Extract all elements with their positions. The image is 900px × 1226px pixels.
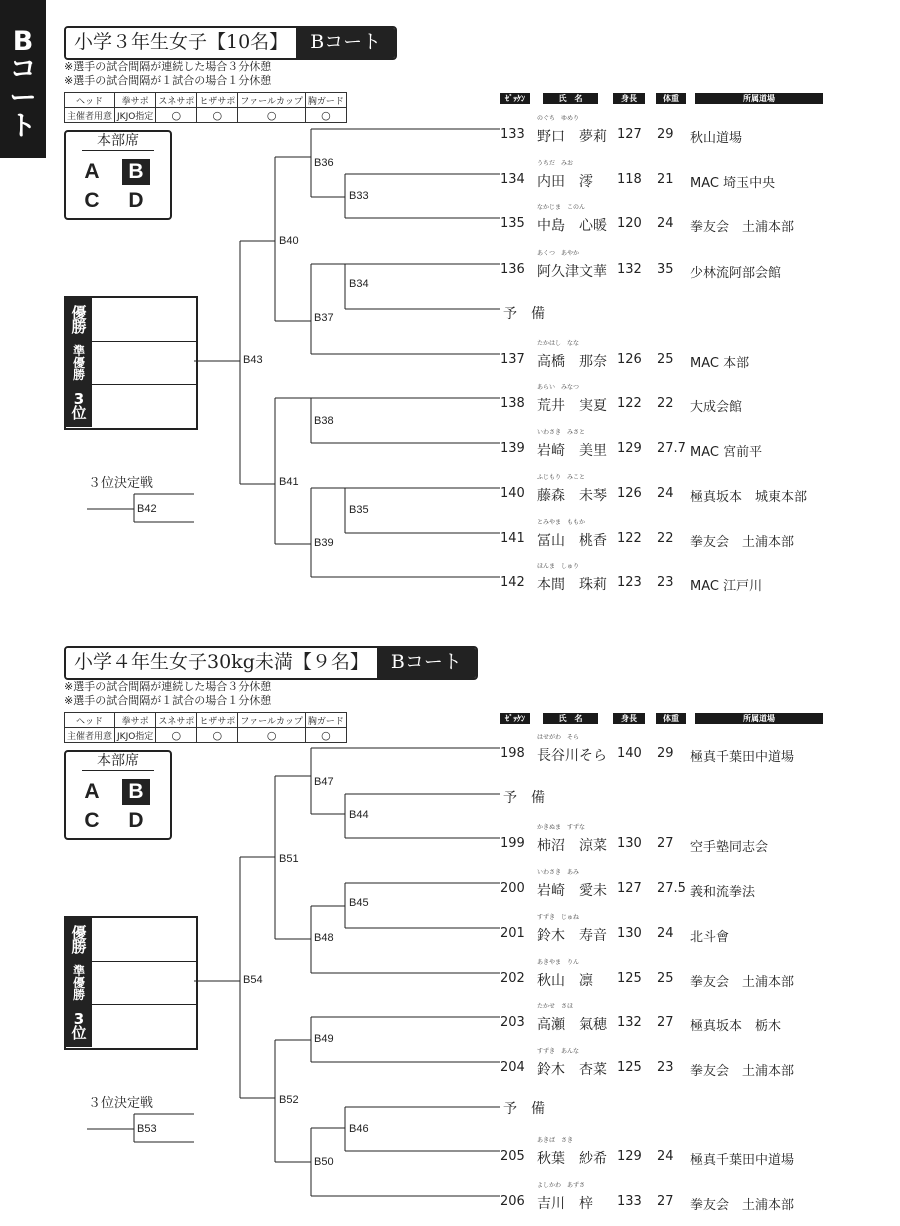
height: 125 bbox=[617, 971, 642, 986]
equipment-header: 拳サポ bbox=[115, 713, 156, 728]
competitor-name: 冨山 桃香 bbox=[537, 533, 607, 549]
bib-number: 204 bbox=[500, 1060, 525, 1075]
bib-number: 199 bbox=[500, 836, 525, 851]
competitor-name: 長谷川そら bbox=[537, 748, 607, 764]
equipment-value: ○ bbox=[197, 728, 238, 743]
name-reading: ほんま しゅり bbox=[537, 563, 580, 570]
match-label: B34 bbox=[349, 278, 369, 290]
name-reading: あきやま りん bbox=[537, 959, 580, 966]
height: 133 bbox=[617, 1194, 642, 1209]
equipment-value: 主催者用意 bbox=[65, 728, 115, 743]
seat-a: A bbox=[84, 780, 100, 803]
label-char: 優 bbox=[72, 975, 85, 990]
bib-number: 140 bbox=[500, 486, 525, 501]
name-reading: うちだ みお bbox=[537, 160, 574, 167]
seat-c: C bbox=[84, 809, 100, 832]
competitor-name: 秋葉 紗希 bbox=[537, 1151, 607, 1167]
bib-number: 139 bbox=[500, 441, 525, 456]
bib-number: 201 bbox=[500, 926, 525, 941]
weight: 25 bbox=[657, 971, 674, 986]
match-label: B54 bbox=[243, 974, 263, 986]
section-title: 小学４年生女子30kg未満【９名】 bbox=[66, 648, 377, 678]
height: 126 bbox=[617, 486, 642, 501]
bib-number: 141 bbox=[500, 531, 525, 546]
name-reading: たかせ さほ bbox=[537, 1003, 574, 1010]
height: 127 bbox=[617, 881, 642, 896]
weight: 27 bbox=[657, 1194, 674, 1209]
dojo: 極真千葉田中道場 bbox=[690, 1153, 795, 1168]
competitor-name: 阿久津文華 bbox=[537, 264, 607, 280]
name-reading: すずき あんな bbox=[537, 1048, 580, 1055]
side-tab-char: ト bbox=[9, 111, 37, 143]
competitor-name: 高瀬 氣穂 bbox=[537, 1017, 607, 1033]
weight: 29 bbox=[657, 746, 674, 761]
dojo: MAC 宮前平 bbox=[690, 445, 763, 460]
name-reading: はせがわ そら bbox=[537, 734, 580, 741]
dojo: 拳友会 土浦本部 bbox=[690, 1064, 795, 1079]
dojo: 拳友会 土浦本部 bbox=[690, 220, 795, 235]
name-reading: たかはし なな bbox=[537, 340, 580, 347]
match-label: B53 bbox=[137, 1123, 157, 1135]
equipment-value: 主催者用意 bbox=[65, 108, 115, 123]
header-height: 身長 bbox=[613, 713, 645, 724]
match-label: B37 bbox=[314, 312, 334, 324]
equipment-header: スネサポ bbox=[156, 713, 197, 728]
height: 129 bbox=[617, 441, 642, 456]
name-reading: とみやま ももか bbox=[537, 519, 586, 526]
match-label: B46 bbox=[349, 1123, 369, 1135]
label-char: 3 bbox=[73, 389, 85, 408]
dojo: 拳友会 土浦本部 bbox=[690, 1198, 795, 1213]
competitor-name: 野口 夢莉 bbox=[537, 129, 607, 145]
third-place-match-label: ３位決定戦 bbox=[88, 476, 154, 491]
equipment-value: ○ bbox=[305, 728, 346, 743]
bib-number: 205 bbox=[500, 1149, 525, 1164]
seat-b-selected: B bbox=[122, 779, 150, 805]
bib-number: 203 bbox=[500, 1015, 525, 1030]
bib-number: 137 bbox=[500, 352, 525, 367]
court-badge: Bコート bbox=[377, 648, 476, 678]
side-tab-char: B bbox=[12, 26, 34, 57]
height: 132 bbox=[617, 1015, 642, 1030]
seat-d: D bbox=[128, 189, 144, 212]
competitor-name: 内田 澪 bbox=[537, 174, 593, 190]
match-label: B45 bbox=[349, 897, 369, 909]
header-dojo: 所属道場 bbox=[695, 93, 823, 104]
match-label: B38 bbox=[314, 415, 334, 427]
name-reading: よしかわ あずさ bbox=[537, 1182, 586, 1189]
weight: 35 bbox=[657, 262, 674, 277]
dojo: 少林流阿部会館 bbox=[690, 266, 782, 281]
height: 118 bbox=[617, 172, 642, 187]
dojo: 極真坂本 栃木 bbox=[690, 1019, 782, 1034]
equipment-value: JKJO指定 bbox=[115, 108, 156, 123]
competitor-name: 岩崎 愛未 bbox=[537, 883, 607, 899]
weight: 25 bbox=[657, 352, 674, 367]
label-char: 位 bbox=[71, 1023, 87, 1042]
name-reading: のぐち ゆめり bbox=[537, 115, 580, 122]
weight: 21 bbox=[657, 172, 674, 187]
dojo: 秋山道場 bbox=[690, 131, 743, 146]
bib-number: 136 bbox=[500, 262, 525, 277]
competitor-name: 鈴木 杏菜 bbox=[537, 1062, 607, 1078]
dojo: 空手塾同志会 bbox=[690, 840, 769, 855]
dojo: 拳友会 土浦本部 bbox=[690, 975, 795, 990]
section-title: 小学３年生女子【10名】 bbox=[66, 28, 296, 58]
weight: 24 bbox=[657, 1149, 674, 1164]
label-char: 勝 bbox=[72, 987, 85, 1002]
equipment-value: ○ bbox=[197, 108, 238, 123]
match-label: B52 bbox=[279, 1094, 299, 1106]
match-label: B49 bbox=[314, 1033, 334, 1045]
competitor-name: 吉川 梓 bbox=[537, 1196, 593, 1212]
match-label: B51 bbox=[279, 853, 299, 865]
height: 132 bbox=[617, 262, 642, 277]
equipment-header: 胸ガード bbox=[305, 93, 346, 108]
header-weight: 体重 bbox=[656, 713, 686, 724]
honbu-title: 本部席 bbox=[82, 132, 154, 151]
equipment-header: スネサポ bbox=[156, 93, 197, 108]
third-place-match-label: ３位決定戦 bbox=[88, 1096, 154, 1111]
header-height: 身長 bbox=[613, 93, 645, 104]
name-reading: いわさき あみ bbox=[537, 869, 580, 876]
bib-number: 134 bbox=[500, 172, 525, 187]
equipment-value: ○ bbox=[305, 108, 346, 123]
header-weight: 体重 bbox=[656, 93, 686, 104]
dojo: 大成会館 bbox=[690, 400, 743, 415]
weight: 22 bbox=[657, 396, 674, 411]
seat-a: A bbox=[84, 160, 100, 183]
label-char: 優 bbox=[71, 923, 87, 942]
bib-number: 198 bbox=[500, 746, 525, 761]
label-char: 優 bbox=[71, 303, 87, 322]
name-reading: あきば さき bbox=[537, 1137, 574, 1144]
rest-note: ※選手の試合間隔が１試合の場合１分休憩 bbox=[64, 694, 272, 707]
dojo: MAC 江戸川 bbox=[690, 579, 763, 594]
equipment-value: ○ bbox=[156, 728, 197, 743]
weight: 23 bbox=[657, 575, 674, 590]
bib-number: 133 bbox=[500, 127, 525, 142]
competitor-name: 鈴木 寿音 bbox=[537, 928, 607, 944]
reserve-slot: 予 備 bbox=[503, 306, 545, 322]
height: 120 bbox=[617, 216, 642, 231]
label-char: 勝 bbox=[71, 937, 87, 956]
match-label: B48 bbox=[314, 932, 334, 944]
weight: 27.5 bbox=[657, 881, 686, 896]
match-label: B41 bbox=[279, 476, 299, 488]
equipment-header: ヘッド bbox=[65, 93, 115, 108]
weight: 27 bbox=[657, 836, 674, 851]
match-label: B44 bbox=[349, 809, 369, 821]
competitor-name: 藤森 未琴 bbox=[537, 488, 607, 504]
name-reading: ふじもり みこと bbox=[537, 474, 586, 481]
dojo: 義和流拳法 bbox=[690, 885, 756, 900]
equipment-value: ○ bbox=[156, 108, 197, 123]
weight: 27 bbox=[657, 1015, 674, 1030]
match-label: B42 bbox=[137, 503, 157, 515]
competitor-name: 秋山 凛 bbox=[537, 973, 593, 989]
equipment-value: JKJO指定 bbox=[115, 728, 156, 743]
match-label: B50 bbox=[314, 1156, 334, 1168]
match-label: B39 bbox=[314, 537, 334, 549]
height: 126 bbox=[617, 352, 642, 367]
competitor-name: 本間 珠莉 bbox=[537, 577, 607, 593]
equipment-header: 拳サポ bbox=[115, 93, 156, 108]
dojo: 極真坂本 城東本部 bbox=[690, 490, 808, 505]
label-char: 3 bbox=[73, 1009, 85, 1028]
label-char: 準 bbox=[72, 963, 85, 978]
header-name: 氏 名 bbox=[543, 93, 598, 104]
dojo: MAC 埼玉中央 bbox=[690, 176, 776, 191]
height: 123 bbox=[617, 575, 642, 590]
competitor-name: 岩崎 美里 bbox=[537, 443, 607, 459]
weight: 23 bbox=[657, 1060, 674, 1075]
height: 140 bbox=[617, 746, 642, 761]
competitor-name: 高橋 那奈 bbox=[537, 354, 607, 370]
equipment-header: ヘッド bbox=[65, 713, 115, 728]
weight: 24 bbox=[657, 486, 674, 501]
height: 130 bbox=[617, 836, 642, 851]
competitor-name: 中島 心暖 bbox=[537, 218, 607, 234]
reserve-slot: 予 備 bbox=[503, 790, 545, 806]
side-tab-char: コ bbox=[9, 54, 37, 86]
label-char: 準 bbox=[72, 343, 85, 358]
reserve-slot: 予 備 bbox=[503, 1101, 545, 1117]
equipment-header: ファールカップ bbox=[238, 713, 306, 728]
weight: 24 bbox=[657, 926, 674, 941]
header-name: 氏 名 bbox=[543, 713, 598, 724]
rest-note: ※選手の試合間隔が１試合の場合１分休憩 bbox=[64, 74, 272, 87]
dojo: MAC 本部 bbox=[690, 356, 750, 371]
name-reading: なかじま このん bbox=[537, 204, 586, 211]
height: 122 bbox=[617, 531, 642, 546]
rest-note: ※選手の試合間隔が連続した場合３分休憩 bbox=[64, 60, 272, 73]
equipment-value: ○ bbox=[238, 728, 306, 743]
dojo: 極真千葉田中道場 bbox=[690, 750, 795, 765]
competitor-name: 柿沼 涼菜 bbox=[537, 838, 607, 854]
match-label: B40 bbox=[279, 235, 299, 247]
equipment-header: 胸ガード bbox=[305, 713, 346, 728]
side-tab-char: ー bbox=[9, 82, 37, 114]
competitor-name: 荒井 実夏 bbox=[537, 398, 607, 414]
name-reading: あらい みなつ bbox=[537, 384, 580, 391]
match-label: B35 bbox=[349, 504, 369, 516]
name-reading: あくつ あやか bbox=[537, 250, 580, 257]
header-dojo: 所属道場 bbox=[695, 713, 823, 724]
honbu-title: 本部席 bbox=[82, 752, 154, 771]
bib-number: 142 bbox=[500, 575, 525, 590]
seat-b-selected: B bbox=[122, 159, 150, 185]
seat-d: D bbox=[128, 809, 144, 832]
match-label: B47 bbox=[314, 776, 334, 788]
dojo: 拳友会 土浦本部 bbox=[690, 535, 795, 550]
match-label: B33 bbox=[349, 190, 369, 202]
bib-number: 138 bbox=[500, 396, 525, 411]
seat-c: C bbox=[84, 189, 100, 212]
dojo: 北斗會 bbox=[690, 930, 730, 945]
equipment-header: ヒザサポ bbox=[197, 713, 238, 728]
label-char: 位 bbox=[71, 403, 87, 422]
name-reading: かきぬま すずな bbox=[537, 824, 586, 831]
court-badge: Bコート bbox=[296, 28, 395, 58]
header-zekken: ｾﾞｯｹﾝ bbox=[500, 713, 530, 724]
height: 125 bbox=[617, 1060, 642, 1075]
tournament-bracket-lines bbox=[0, 646, 900, 1226]
weight: 22 bbox=[657, 531, 674, 546]
equipment-header: ファールカップ bbox=[238, 93, 306, 108]
bib-number: 202 bbox=[500, 971, 525, 986]
header-zekken: ｾﾞｯｹﾝ bbox=[500, 93, 530, 104]
rest-note: ※選手の試合間隔が連続した場合３分休憩 bbox=[64, 680, 272, 693]
height: 129 bbox=[617, 1149, 642, 1164]
height: 122 bbox=[617, 396, 642, 411]
name-reading: すずき じゅね bbox=[537, 914, 580, 921]
bib-number: 206 bbox=[500, 1194, 525, 1209]
height: 130 bbox=[617, 926, 642, 941]
match-label: B43 bbox=[243, 354, 263, 366]
equipment-header: ヒザサポ bbox=[197, 93, 238, 108]
label-char: 勝 bbox=[71, 317, 87, 336]
equipment-value: ○ bbox=[238, 108, 306, 123]
bib-number: 200 bbox=[500, 881, 525, 896]
weight: 27.7 bbox=[657, 441, 686, 456]
name-reading: いわさき みさと bbox=[537, 429, 586, 436]
label-char: 勝 bbox=[72, 367, 85, 382]
height: 127 bbox=[617, 127, 642, 142]
bib-number: 135 bbox=[500, 216, 525, 231]
label-char: 優 bbox=[72, 355, 85, 370]
weight: 29 bbox=[657, 127, 674, 142]
match-label: B36 bbox=[314, 157, 334, 169]
weight: 24 bbox=[657, 216, 674, 231]
